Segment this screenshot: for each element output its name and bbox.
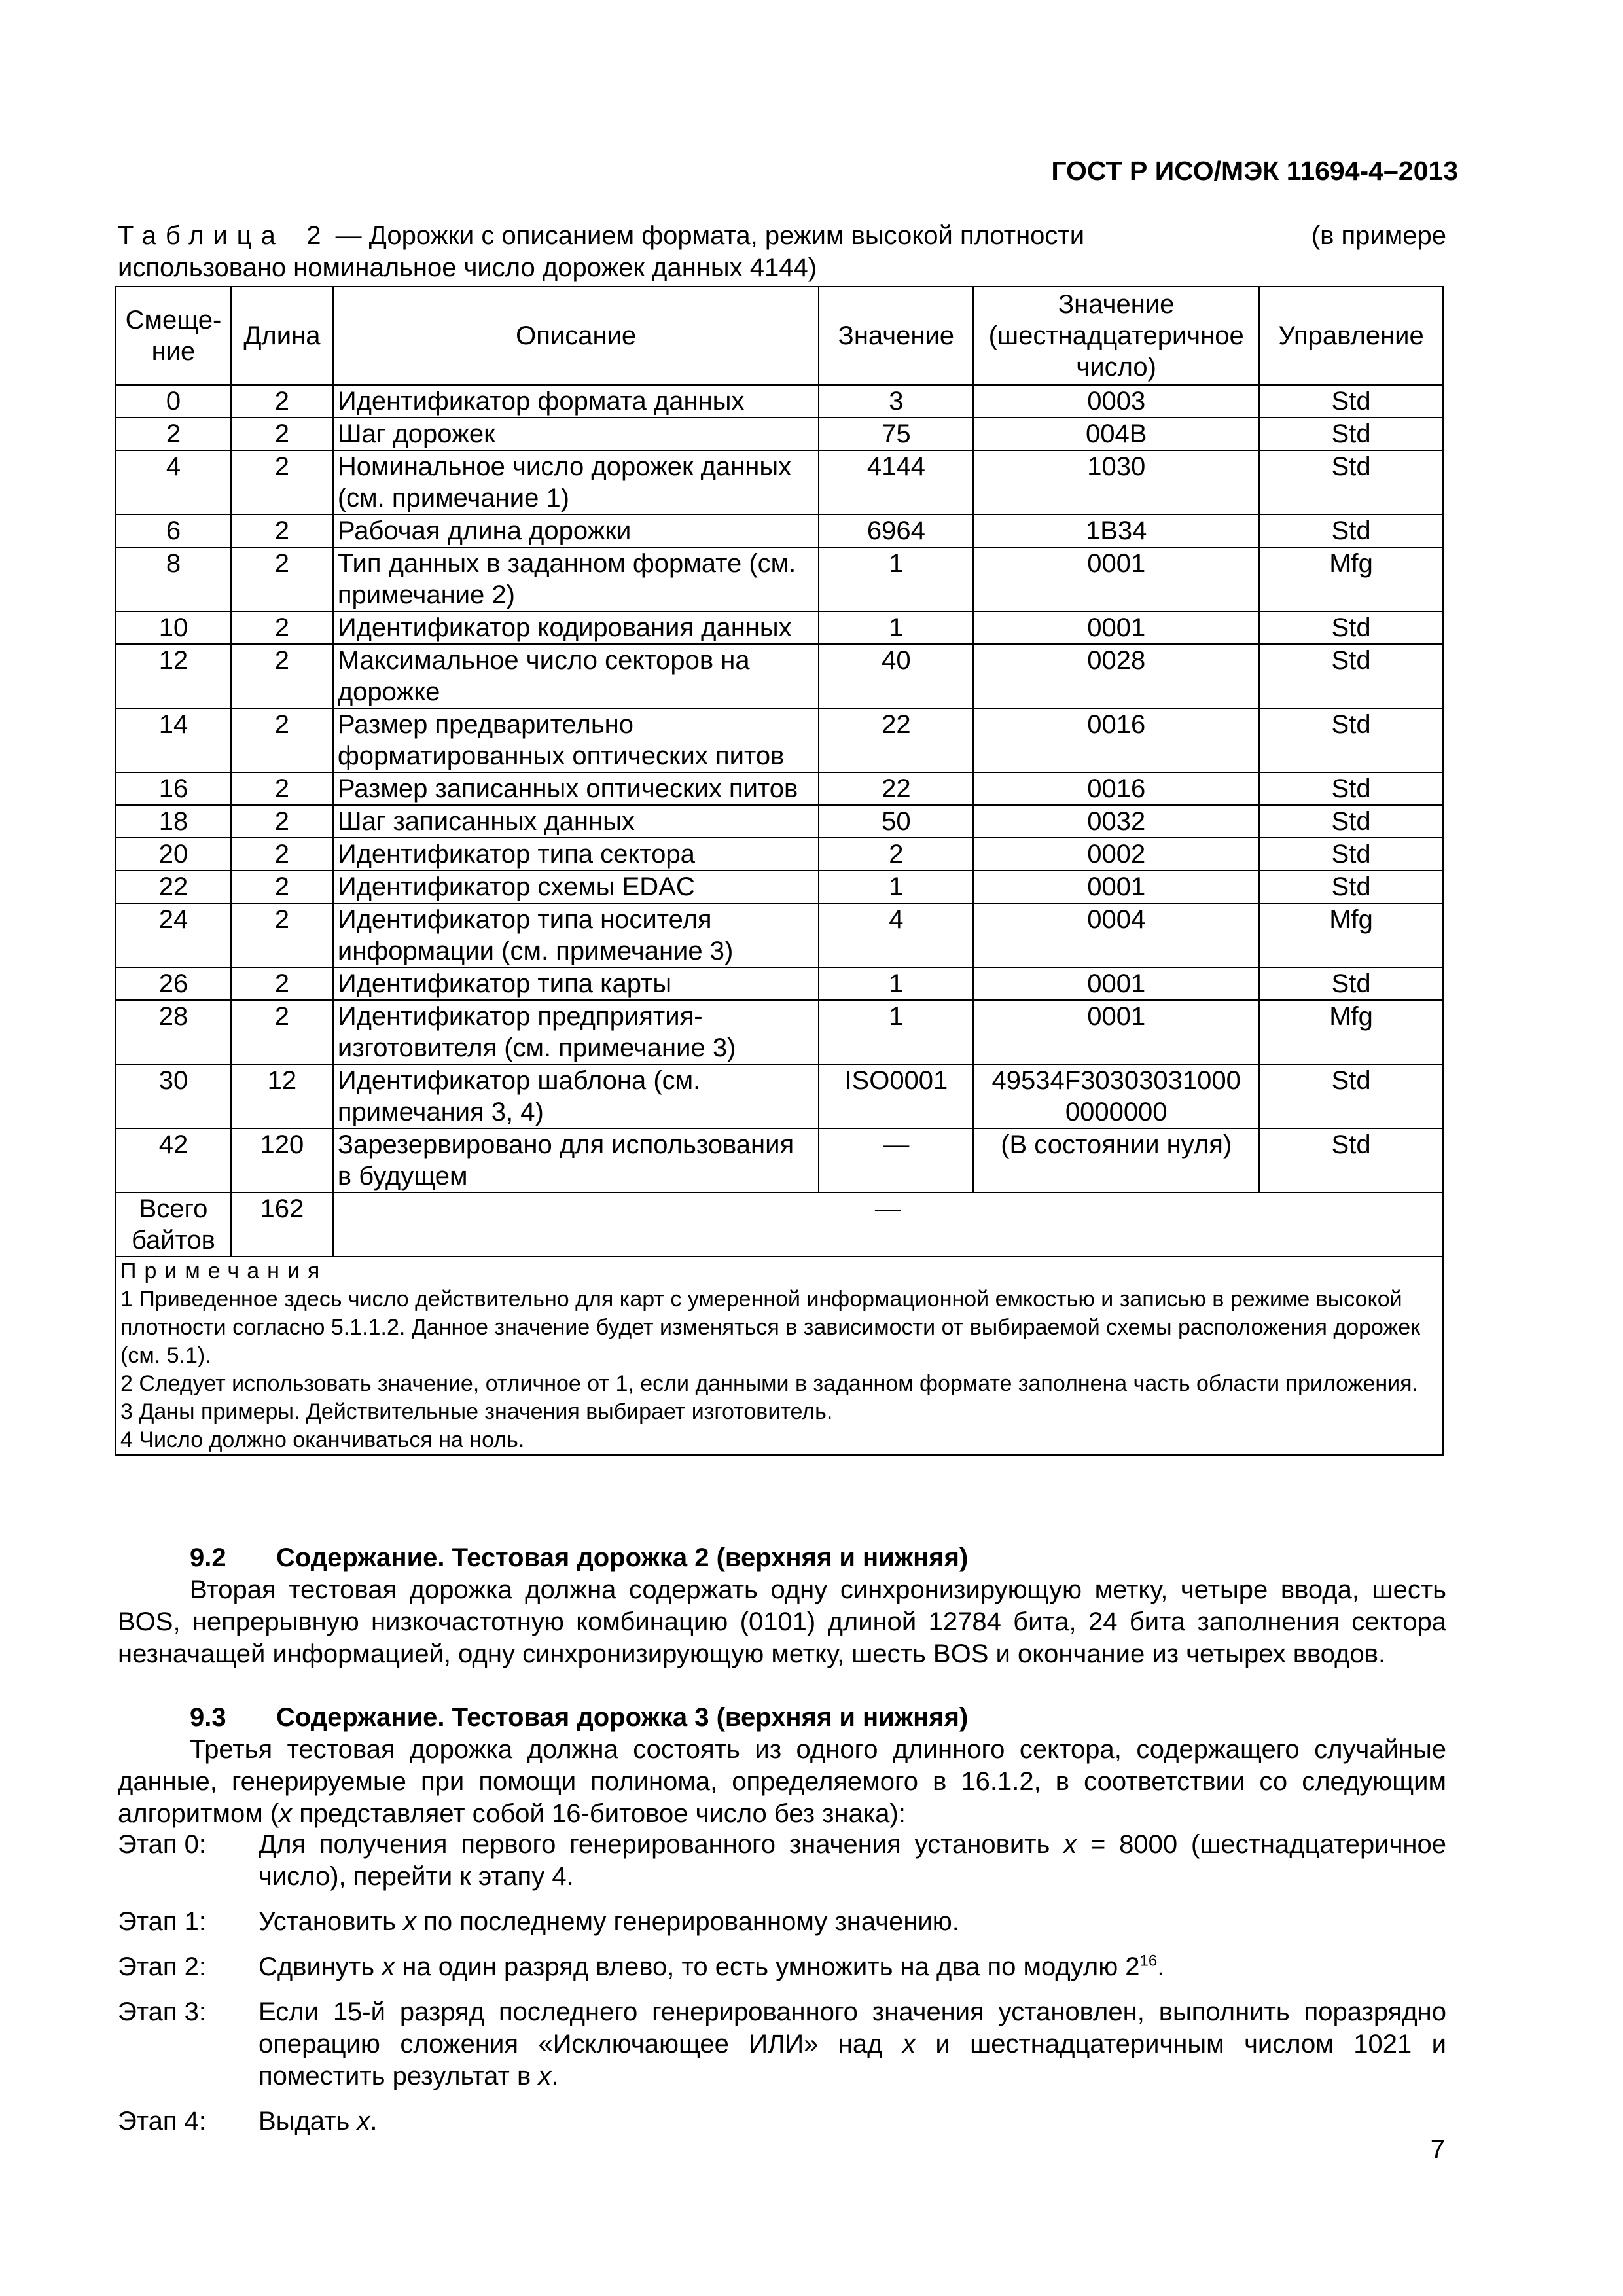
section-text: Вторая тестовая дорожка должна содержать одну синхронизирующую метку, четыре ввода, шесть BOS, непрерывную низкочастотную комбинацию (0101) длиной 12784 бита, 24 бита заполнения сектора незначащей информацией, одну синхронизирующую метку, шесть BOS и окончание из четырех вводов. [118, 1575, 1446, 1668]
page-number: 7 [1430, 2135, 1445, 2164]
cell-hex: 0028 [973, 644, 1259, 708]
cell-value: 22 [819, 772, 973, 805]
cell-length: 2 [231, 772, 333, 805]
document-header: ГОСТ Р ИСО/МЭК 11694-4–2013 [1051, 156, 1458, 186]
cell-control: Std [1259, 1128, 1443, 1193]
cell-length: 120 [231, 1128, 333, 1193]
cell-offset: 14 [116, 708, 231, 772]
step-text: Установить x по последнему генерированному значению. [259, 1907, 959, 1936]
cell-hex: 0001 [973, 1000, 1259, 1064]
cell-control: Std [1259, 838, 1443, 870]
cell-hex: 0016 [973, 772, 1259, 805]
table-row [116, 772, 1443, 805]
cell-value: 6964 [819, 514, 973, 547]
cell-description: Номинальное число дорожек данных (см. примечание 1) [333, 450, 819, 514]
cell-length: 2 [231, 967, 333, 1000]
algorithm-step [118, 1829, 1446, 1893]
cell-control: Std [1259, 708, 1443, 772]
table-header-row [116, 287, 1443, 385]
cell-offset: 6 [116, 514, 231, 547]
table-row [116, 903, 1443, 967]
cell-value: 50 [819, 805, 973, 838]
cell-description: Идентификатор формата данных [333, 385, 819, 418]
cell-hex: 1030 [973, 450, 1259, 514]
algorithm-step [118, 1906, 1446, 1938]
cell-hex: 0001 [973, 967, 1259, 1000]
cell-length: 2 [231, 708, 333, 772]
header-length: Длина [231, 287, 333, 385]
table-caption [118, 220, 1446, 284]
note-1: 1 Приведенное здесь число действительно для карт с умеренной информационной емкостью и записью в режиме высокой плотности согласно 5.1.1.2. Данное значение будет изменяться в зависимости от выбираемой схемы расположения дорожек (см. 5.1). [120, 1287, 1421, 1368]
cell-length: 2 [231, 385, 333, 418]
cell-value: 1 [819, 1000, 973, 1064]
cell-offset: 0 [116, 385, 231, 418]
cell-description: Идентификатор схемы EDAC [333, 870, 819, 903]
table-row [116, 514, 1443, 547]
note-2: 2 Следует использовать значение, отличное от 1, если данными в заданном формате заполнена часть области приложения. [120, 1371, 1418, 1396]
cell-length: 2 [231, 870, 333, 903]
table-row [116, 1064, 1443, 1128]
cell-length: 2 [231, 644, 333, 708]
cell-description: Идентификатор типа носителя информации (см. примечание 3) [333, 903, 819, 967]
table-row [116, 870, 1443, 903]
notes-title: Примечания [120, 1259, 328, 1283]
cell-offset: 16 [116, 772, 231, 805]
total-row [116, 1193, 1443, 1257]
cell-control: Std [1259, 772, 1443, 805]
cell-length: 2 [231, 450, 333, 514]
cell-control: Std [1259, 611, 1443, 644]
cell-control: Mfg [1259, 903, 1443, 967]
cell-description: Тип данных в заданном формате (см. примечание 2) [333, 547, 819, 611]
cell-offset: 10 [116, 611, 231, 644]
cell-description: Идентификатор шаблона (см. примечания 3, 4) [333, 1064, 819, 1128]
cell-length: 2 [231, 418, 333, 450]
cell-control: Std [1259, 1064, 1443, 1128]
caption-tail: (в примере [1311, 221, 1446, 250]
table-row [116, 1128, 1443, 1193]
tracks-table [115, 286, 1444, 1456]
step-text: Для получения первого генерированного значения установить x = 8000 (шестнадцатеричное число), перейти к этапу 4. [259, 1830, 1446, 1891]
cell-control: Std [1259, 418, 1443, 450]
cell-description: Размер предварительно форматированных оптических питов [333, 708, 819, 772]
cell-control: Std [1259, 644, 1443, 708]
header-control: Управление [1259, 287, 1443, 385]
table-row [116, 418, 1443, 450]
section-9-2 [118, 1542, 1446, 1670]
caption-text: — Дорожки с описанием формата, режим высокой плотности [335, 221, 1085, 250]
cell-hex: 0003 [973, 385, 1259, 418]
algorithm-step [118, 1951, 1446, 1983]
caption-label: Таблица [118, 221, 285, 250]
cell-value: 40 [819, 644, 973, 708]
section-text: Третья тестовая дорожка должна состоять из одного длинного сектора, содержащего случайные данные, генерируемые при помощи полинома, определяемого в 16.1.2, в соответствии со следующим алгоритмом (x представляет собой 16-битовое число без знака): [118, 1735, 1446, 1828]
algorithm-steps [118, 1829, 1446, 2151]
header-offset: Смеще- ние [116, 287, 231, 385]
cell-hex: 0016 [973, 708, 1259, 772]
cell-length: 2 [231, 611, 333, 644]
cell-description: Идентификатор типа карты [333, 967, 819, 1000]
cell-value: 75 [819, 418, 973, 450]
cell-offset: 22 [116, 870, 231, 903]
table-row [116, 611, 1443, 644]
cell-value: 1 [819, 611, 973, 644]
algorithm-step [118, 1996, 1446, 2092]
cell-offset: 18 [116, 805, 231, 838]
note-4: 4 Число должно оканчиваться на ноль. [120, 1427, 525, 1452]
cell-hex: 0032 [973, 805, 1259, 838]
cell-offset: 42 [116, 1128, 231, 1193]
cell-control: Mfg [1259, 547, 1443, 611]
total-rest: — [333, 1193, 1443, 1257]
header-description: Описание [333, 287, 819, 385]
step-label: Этап 2: [118, 1952, 206, 1981]
cell-value: 22 [819, 708, 973, 772]
step-text: Выдать x. [259, 2107, 378, 2136]
cell-offset: 8 [116, 547, 231, 611]
cell-offset: 24 [116, 903, 231, 967]
cell-description: Максимальное число секторов на дорожке [333, 644, 819, 708]
section-title: 9.3 Содержание. Тестовая дорожка 3 (верхняя и нижняя) [190, 1703, 969, 1732]
cell-hex: 49534F30303031000 0000000 [973, 1064, 1259, 1128]
caption-line2: использовано номинальное число дорожек данных 4144) [118, 253, 817, 282]
cell-offset: 12 [116, 644, 231, 708]
cell-offset: 20 [116, 838, 231, 870]
cell-control: Std [1259, 514, 1443, 547]
cell-description: Идентификатор типа сектора [333, 838, 819, 870]
cell-description: Шаг дорожек [333, 418, 819, 450]
caption-number: 2 [306, 221, 321, 250]
table-row [116, 838, 1443, 870]
cell-offset: 4 [116, 450, 231, 514]
cell-control: Std [1259, 967, 1443, 1000]
cell-value: 1 [819, 967, 973, 1000]
cell-length: 2 [231, 547, 333, 611]
cell-hex: 004B [973, 418, 1259, 450]
cell-hex: 0001 [973, 547, 1259, 611]
cell-description: Размер записанных оптических питов [333, 772, 819, 805]
total-length: 162 [231, 1193, 333, 1257]
total-label: Всего байтов [116, 1193, 231, 1257]
step-label: Этап 0: [118, 1830, 206, 1859]
cell-control: Std [1259, 385, 1443, 418]
cell-hex: 1B34 [973, 514, 1259, 547]
cell-value: — [819, 1128, 973, 1193]
cell-hex: 0002 [973, 838, 1259, 870]
notes-cell [116, 1257, 1443, 1455]
cell-description: Шаг записанных данных [333, 805, 819, 838]
step-text: Если 15-й разряд последнего генерированного значения установлен, выполнить поразрядно операцию сложения «Исключающее ИЛИ» над x и шестнадцатеричным числом 1021 и поместить результат в x. [259, 1998, 1446, 2090]
cell-hex: 0001 [973, 870, 1259, 903]
cell-value: 4 [819, 903, 973, 967]
cell-hex: 0001 [973, 611, 1259, 644]
cell-offset: 2 [116, 418, 231, 450]
cell-description: Идентификатор кодирования данных [333, 611, 819, 644]
step-label: Этап 1: [118, 1907, 206, 1936]
table-row [116, 644, 1443, 708]
cell-length: 2 [231, 903, 333, 967]
table-row [116, 385, 1443, 418]
cell-value: 1 [819, 870, 973, 903]
cell-length: 2 [231, 1000, 333, 1064]
step-label: Этап 4: [118, 2107, 206, 2136]
table-row [116, 547, 1443, 611]
cell-control: Mfg [1259, 1000, 1443, 1064]
algorithm-step [118, 2106, 1446, 2138]
cell-control: Std [1259, 870, 1443, 903]
section-title: 9.2 Содержание. Тестовая дорожка 2 (верхняя и нижняя) [190, 1543, 969, 1572]
cell-description: Рабочая длина дорожки [333, 514, 819, 547]
cell-control: Std [1259, 450, 1443, 514]
section-9-3 [118, 1702, 1446, 1830]
cell-value: 1 [819, 547, 973, 611]
cell-offset: 28 [116, 1000, 231, 1064]
cell-description: Идентификатор предприятия-изготовителя (см. примечание 3) [333, 1000, 819, 1064]
table-row [116, 708, 1443, 772]
cell-hex: 0004 [973, 903, 1259, 967]
notes-row [116, 1257, 1443, 1455]
table-row [116, 805, 1443, 838]
cell-length: 2 [231, 514, 333, 547]
table-row [116, 967, 1443, 1000]
cell-value: 2 [819, 838, 973, 870]
cell-length: 2 [231, 838, 333, 870]
cell-value: 3 [819, 385, 973, 418]
cell-hex: (В состоянии нуля) [973, 1128, 1259, 1193]
table-row [116, 1000, 1443, 1064]
cell-description: Зарезервировано для использования в будущем [333, 1128, 819, 1193]
table-row [116, 450, 1443, 514]
header-hex-value: Значение (шестнадцатеричное число) [973, 287, 1259, 385]
header-value: Значение [819, 287, 973, 385]
cell-control: Std [1259, 805, 1443, 838]
cell-value: ISO0001 [819, 1064, 973, 1128]
cell-value: 4144 [819, 450, 973, 514]
step-label: Этап 3: [118, 1998, 206, 2026]
cell-length: 2 [231, 805, 333, 838]
note-3: 3 Даны примеры. Действительные значения выбирает изготовитель. [120, 1399, 833, 1424]
step-text: Сдвинуть x на один разряд влево, то есть умножить на два по модулю $2^{16}$. [259, 1952, 1165, 1981]
cell-offset: 26 [116, 967, 231, 1000]
cell-length: 12 [231, 1064, 333, 1128]
table-body [116, 385, 1443, 1193]
cell-offset: 30 [116, 1064, 231, 1128]
